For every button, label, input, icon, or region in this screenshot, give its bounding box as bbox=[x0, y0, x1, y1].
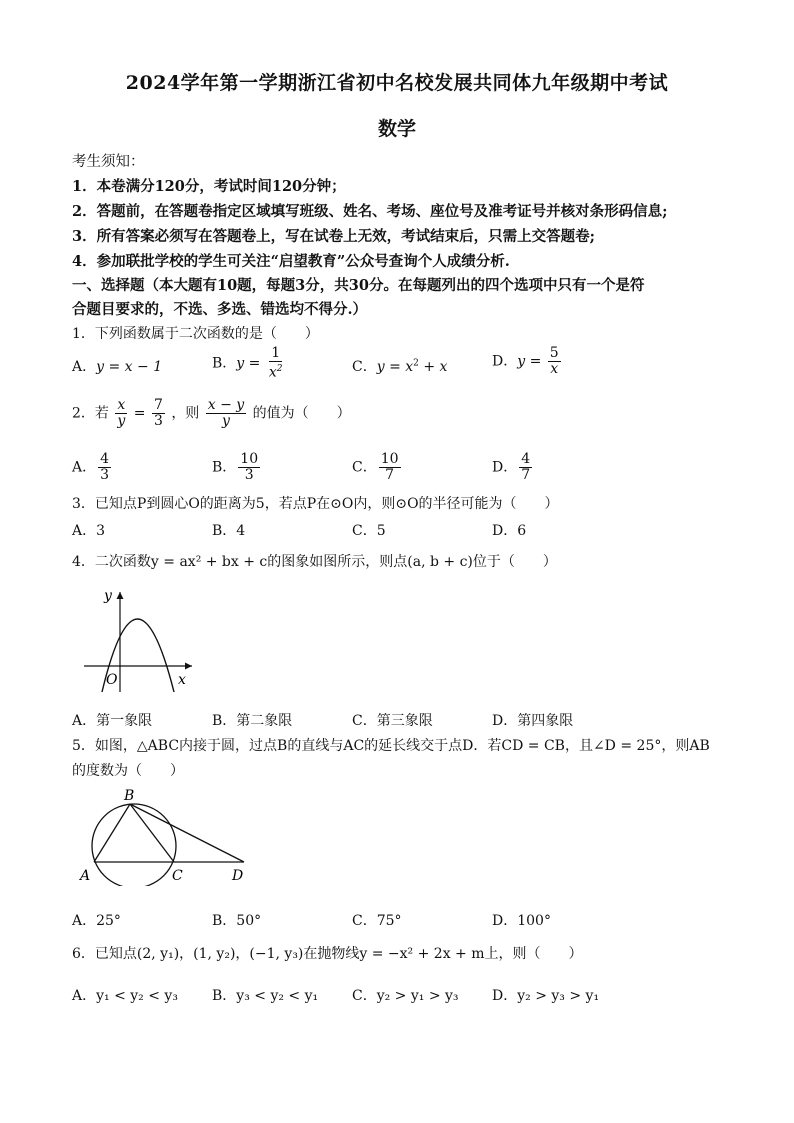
section1-heading-line2: 合题目要求的，不选、多选、错选均不得分.） bbox=[72, 301, 368, 318]
q2-option-d: D． $\frac{4}{7}$ bbox=[492, 451, 531, 483]
q5-label-a: A bbox=[80, 868, 91, 884]
notice-item-2: 2．答题前，在答题卷指定区域填写班级、姓名、考场、座位号及准考证号并核对条形码信息; bbox=[72, 203, 668, 220]
q5-circle-figure bbox=[74, 786, 254, 886]
q4-label-y: y bbox=[104, 588, 112, 604]
q1-option-d: D．y = $\frac{5}{x}$ bbox=[492, 345, 559, 377]
q4-parabola-figure bbox=[80, 584, 200, 694]
notice-item-4: 4．参加联批学校的学生可关注“启望教育”公众号查询个人成绩分析. bbox=[72, 253, 510, 270]
q3-stem: 3．已知点P到圆心O的距离为5，若点P在⊙O内，则⊙O的半径可能为（ ） bbox=[72, 496, 559, 512]
q3-option-a: A．3 bbox=[72, 523, 106, 539]
q2-option-c: C． $\frac{10}{7}$ bbox=[352, 451, 399, 483]
q4-option-a: A．第一象限 bbox=[72, 713, 153, 729]
q4-stem: 4．二次函数y = ax² + bx + c的图象如图所示，则点(a, b + c)位于（ ） bbox=[72, 554, 557, 570]
q3-option-d: D．6 bbox=[492, 523, 527, 539]
q5-label-d: D bbox=[232, 868, 244, 884]
q1-option-a: A．y = x − 1 bbox=[72, 359, 163, 375]
q4-option-c: C．第三象限 bbox=[352, 713, 433, 729]
q3-option-b: B．4 bbox=[212, 523, 246, 539]
q1-option-b: B．y = $\frac{1}{x^2}$ bbox=[212, 345, 283, 381]
q5-option-a: A．25° bbox=[72, 913, 121, 929]
q5-line-bd bbox=[130, 804, 244, 862]
section1-heading-line1: 一、选择题（本大题有10题，每题3分，共30分。在每题列出的四个选项中只有一个是符 bbox=[72, 277, 645, 294]
q4-label-x: x bbox=[178, 672, 186, 688]
q5-option-d: D．100° bbox=[492, 913, 551, 929]
q1-option-c: C．$y = x^2 + x$ bbox=[352, 358, 448, 375]
q5-option-c: C．75° bbox=[352, 913, 402, 929]
q2-option-a: A． $\frac{4}{3}$ bbox=[72, 451, 110, 483]
q6-option-d: D．y₂ > y₃ > y₁ bbox=[492, 988, 600, 1004]
q5-stem-line1: 5．如图，△ABC内接于圆，过点B的直线与AC的延长线交于点D．若CD = CB，且∠D = 25°，则AB bbox=[72, 738, 710, 754]
q5-line-ab bbox=[94, 804, 130, 862]
q3-option-c: C．5 bbox=[352, 523, 386, 539]
q5-stem-line2: 的度数为（ ） bbox=[72, 763, 184, 779]
q5-label-b: B bbox=[124, 788, 135, 804]
exam-subject: 数学 bbox=[377, 118, 416, 140]
q2-stem: 2．若 $\frac{x}{y}$ = $\frac{7}{3}$ ，则 $\frac{x - y}{y}$ 的值为（ ） bbox=[72, 397, 351, 429]
q5-line-bc bbox=[130, 804, 174, 862]
notice-item-1: 1．本卷满分120分，考试时间120分钟； bbox=[72, 178, 346, 195]
q6-option-c: C．y₂ > y₁ > y₃ bbox=[352, 988, 459, 1004]
q5-label-c: C bbox=[172, 868, 183, 884]
q4-label-origin: O bbox=[106, 672, 118, 688]
q5-option-b: B．50° bbox=[212, 913, 262, 929]
q6-option-b: B．y₃ < y₂ < y₁ bbox=[212, 988, 319, 1004]
q4-option-b: B．第二象限 bbox=[212, 713, 293, 729]
q2-option-b: B． $\frac{10}{3}$ bbox=[212, 451, 259, 483]
notice-item-3: 3．所有答案必须写在答题卷上，写在试卷上无效，考试结束后，只需上交答题卷; bbox=[72, 228, 595, 245]
q6-stem: 6．已知点(2, y₁)，(1, y₂)，(−1, y₃)在抛物线y = −x² + 2x + m上，则（ ） bbox=[72, 946, 583, 962]
q1-stem: 1．下列函数属于二次函数的是（ ） bbox=[72, 326, 319, 342]
q4-option-d: D．第四象限 bbox=[492, 713, 574, 729]
q6-option-a: A．y₁ < y₂ < y₃ bbox=[72, 988, 178, 1004]
notice-heading: 考生须知： bbox=[72, 154, 145, 170]
exam-title: 2024学年第一学期浙江省初中名校发展共同体九年级期中考试 bbox=[125, 72, 669, 94]
